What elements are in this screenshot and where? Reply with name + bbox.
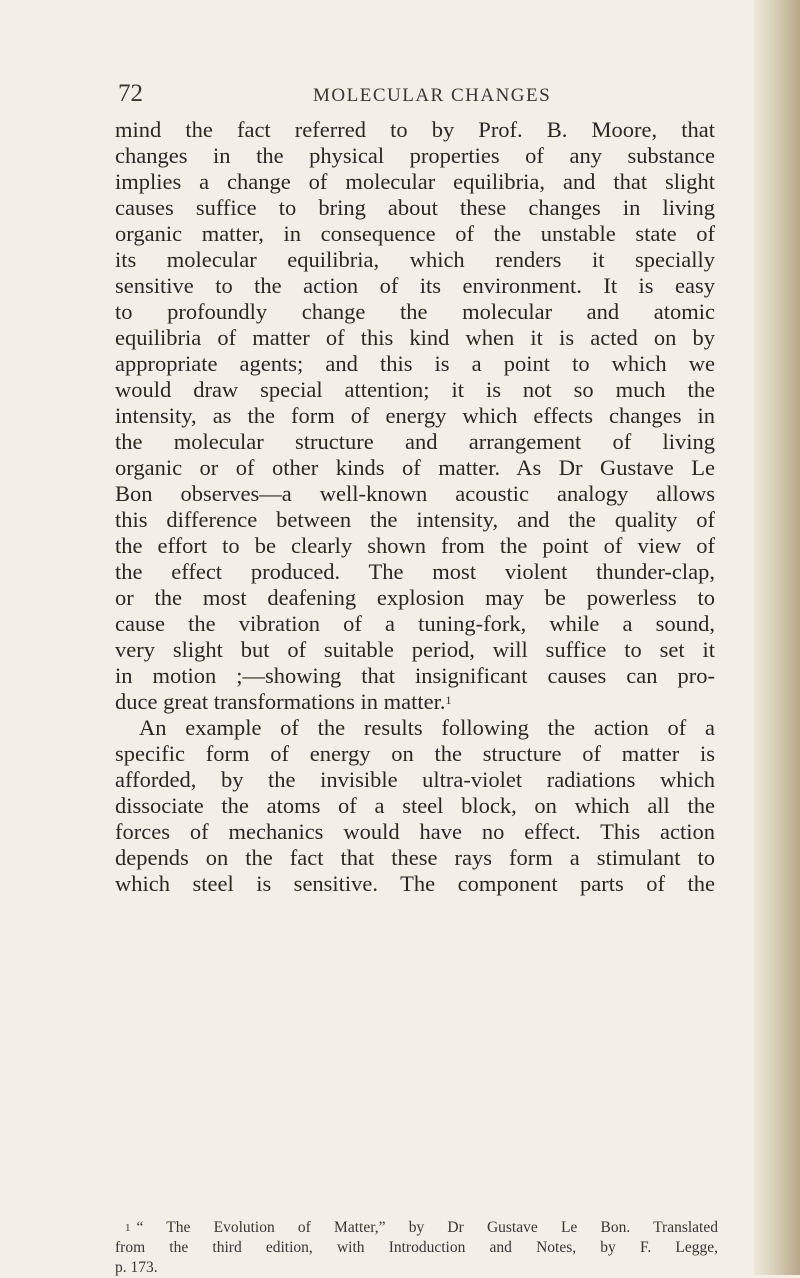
- footnote-ref: 1: [445, 693, 452, 707]
- text-line: causes suffice to bring about these changes in living: [115, 195, 715, 220]
- text-line: afforded, by the invisible ultra-violet radiations which: [115, 767, 715, 792]
- text-line: dissociate the atoms of a steel block, on which all the: [115, 793, 715, 818]
- footnote-line-first: [115, 1218, 718, 1238]
- text-line: the molecular structure and arrangement of living: [115, 429, 715, 454]
- body-text: [115, 117, 715, 897]
- text-line: this difference between the intensity, and the quality of: [115, 507, 715, 532]
- text-line: the effect produced. The most violent thunder-clap,: [115, 559, 715, 584]
- text-line: or the most deafening explosion may be powerless to: [115, 585, 715, 610]
- text-line: its molecular equilibria, which renders it specially: [115, 247, 715, 272]
- text-line: appropriate agents; and this is a point to which we: [115, 351, 715, 376]
- text-line: organic or of other kinds of matter. As Dr Gustave Le: [115, 455, 715, 480]
- footnote-text: “ The Evolution of Matter,” by Dr Gustave Le Bon. Translated: [136, 1219, 718, 1236]
- text-line: the effort to be clearly shown from the point of view of: [115, 533, 715, 558]
- text-line: which steel is sensitive. The component parts of the: [115, 871, 715, 896]
- text-line: organic matter, in consequence of the unstable state of: [115, 221, 715, 246]
- text-line: equilibria of matter of this kind when it is acted on by: [115, 325, 715, 350]
- text-line: depends on the fact that these rays form a stimulant to: [115, 845, 715, 870]
- footnote-line: p. 173.: [115, 1259, 158, 1276]
- page-edge-shadow: [754, 0, 800, 1275]
- text-line: changes in the physical properties of any substance: [115, 143, 715, 168]
- text-line: very slight but of suitable period, will suffice to set it: [115, 637, 715, 662]
- page-header: [118, 80, 718, 110]
- text-line: mind the fact referred to by Prof. B. Moore, that: [115, 117, 715, 142]
- text-line: duce great transformations in matter.: [115, 689, 446, 714]
- paragraph-start: An example of the results following the action of a: [139, 715, 715, 740]
- text-line: forces of mechanics would have no effect. This action: [115, 819, 715, 844]
- footnote-line: from the third edition, with Introduction and Notes, by F. Legge,: [115, 1239, 718, 1256]
- text-line: Bon observes—a well-known acoustic analogy allows: [115, 481, 715, 506]
- footnote-marker: 1: [125, 1222, 131, 1234]
- running-head: MOLECULAR CHANGES: [313, 85, 552, 106]
- text-line: intensity, as the form of energy which effects changes in: [115, 403, 715, 428]
- text-line: in motion ;—showing that insignificant causes can pro-: [115, 663, 715, 688]
- page-number: 72: [118, 80, 143, 107]
- text-line: sensitive to the action of its environment. It is easy: [115, 273, 715, 298]
- text-line: to profoundly change the molecular and atomic: [115, 299, 715, 324]
- text-line-end: [115, 689, 715, 715]
- text-line: implies a change of molecular equilibria, and that slight: [115, 169, 715, 194]
- text-line: cause the vibration of a tuning-fork, while a sound,: [115, 611, 715, 636]
- footnote: [115, 1218, 718, 1278]
- text-line: would draw special attention; it is not so much the: [115, 377, 715, 402]
- text-line: specific form of energy on the structure of matter is: [115, 741, 715, 766]
